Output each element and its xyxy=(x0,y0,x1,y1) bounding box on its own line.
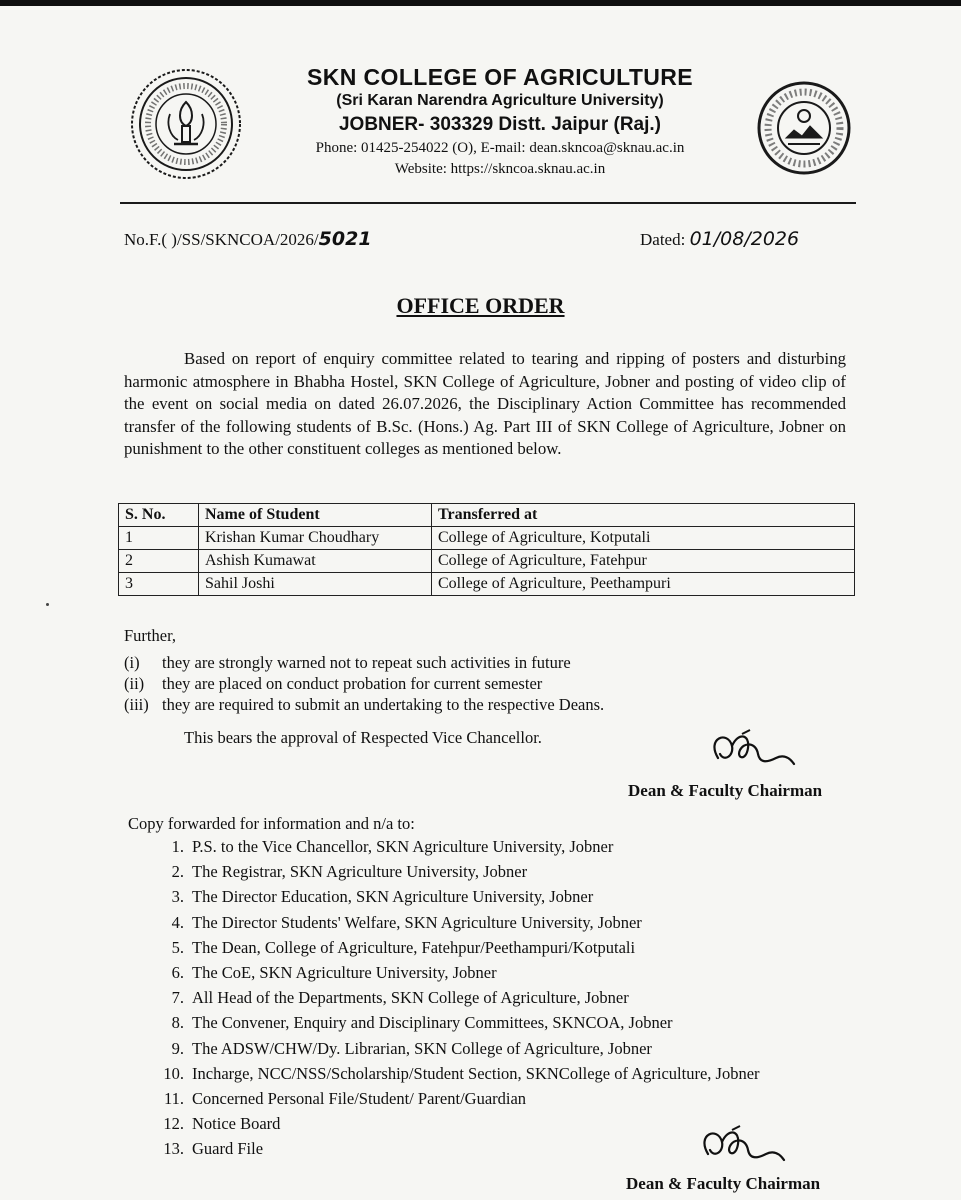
row-student-name: Krishan Kumar Choudhary xyxy=(199,527,432,550)
signature-icon xyxy=(698,728,798,776)
university-name: (Sri Karan Narendra Agriculture University) xyxy=(336,92,664,109)
header-sno: S. No. xyxy=(119,504,199,527)
further-label: Further, xyxy=(124,626,177,645)
college-address: JOBNER- 303329 Distt. Jaipur (Raj.) xyxy=(338,114,662,135)
university-emblem-icon xyxy=(126,64,246,184)
copy-forwarded-intro: Copy forwarded for information and n/a to: xyxy=(128,814,415,833)
list-item: 9. The ADSW/CHW/Dy. Librarian, SKN College of Agriculture, Jobner xyxy=(171,1038,652,1058)
condition-number: (ii) xyxy=(124,674,145,693)
row-transferred-at: College of Agriculture, Fatehpur xyxy=(432,550,855,573)
scan-speck xyxy=(46,603,49,606)
table-header-row xyxy=(119,504,855,527)
list-item: 5. The Dean, College of Agriculture, Fatehpur/Peethampuri/Kotputali xyxy=(171,937,636,957)
list-item: 3. The Director Education, SKN Agriculture University, Jobner xyxy=(171,887,594,907)
college-name: SKN COLLEGE OF AGRICULTURE xyxy=(306,64,694,90)
list-item: 10. Incharge, NCC/NSS/Scholarship/Student Section, SKNCollege of Agriculture, Jobner xyxy=(163,1063,760,1083)
header-divider xyxy=(120,202,856,204)
condition-item xyxy=(124,653,571,673)
signatory-title: Dean & Faculty Chairman xyxy=(628,781,823,800)
header-student-name: Name of Student xyxy=(199,504,432,527)
website-info: Website: https://skncoa.sknau.ac.in xyxy=(394,161,606,177)
condition-item xyxy=(124,674,542,694)
table-row xyxy=(119,573,855,596)
list-item: 13. Guard File xyxy=(163,1139,264,1159)
copy-list xyxy=(148,837,760,1164)
list-item: 7. All Head of the Departments, SKN College of Agriculture, Jobner xyxy=(171,988,629,1008)
row-sno: 2 xyxy=(119,550,199,573)
body-paragraph: Based on report of enquiry committee related to tearing and ripping of posters and disturbing harmonic atmosphere in Bhabha Hostel, SKN College of Agriculture, Jobner and posting of video clip of the event on social media on dated 26.07.2026, the Disciplinary Action Committee has recommended transfer of the following students of B.Sc. (Hons.) Ag. Part III of SKN College of Agriculture, Jobner on punishment to the other constituent colleges as mentioned below. xyxy=(124,349,846,459)
college-seal-icon xyxy=(756,80,852,176)
condition-number: (i) xyxy=(124,653,140,672)
condition-item xyxy=(124,695,604,715)
handwritten-reference: 5021 xyxy=(318,228,372,250)
students-table xyxy=(118,503,855,596)
condition-number: (iii) xyxy=(124,695,149,714)
document-title: OFFICE ORDER xyxy=(396,293,565,318)
row-sno: 1 xyxy=(119,527,199,550)
office-order-document xyxy=(0,6,961,1200)
row-transferred-at: College of Agriculture, Peethampuri xyxy=(432,573,855,596)
list-item: 2. The Registrar, SKN Agriculture University, Jobner xyxy=(171,862,528,882)
row-transferred-at: College of Agriculture, Kotputali xyxy=(432,527,855,550)
list-item: 11. Concerned Personal File/Student/ Parent/Guardian xyxy=(163,1088,527,1108)
list-item: 12. Notice Board xyxy=(163,1114,281,1134)
header-transferred-at: Transferred at xyxy=(432,504,855,527)
table-row xyxy=(119,527,855,550)
table-row xyxy=(119,550,855,573)
condition-text: they are strongly warned not to repeat such activities in future xyxy=(162,653,571,672)
row-student-name: Ashish Kumawat xyxy=(199,550,432,573)
condition-text: they are required to submit an undertaking to the respective Deans. xyxy=(162,695,605,714)
signatory-title: Dean & Faculty Chairman xyxy=(626,1174,821,1193)
approval-note: This bears the approval of Respected Vice Chancellor. xyxy=(184,728,542,747)
list-item: 6. The CoE, SKN Agriculture University, Jobner xyxy=(171,962,497,982)
date-label: Dated: xyxy=(640,230,690,249)
list-item: 1. P.S. to the Vice Chancellor, SKN Agriculture University, Jobner xyxy=(171,837,614,856)
list-item: 8. The Convener, Enquiry and Disciplinary Committees, SKNCOA, Jobner xyxy=(171,1013,673,1033)
reference-prefix: No.F.( )/SS/SKNCOA/2026/ xyxy=(124,230,319,249)
contact-info: Phone: 01425-254022 (O), E-mail: dean.skncoa@sknau.ac.in xyxy=(315,140,685,156)
list-item: 4. The Director Students' Welfare, SKN Agriculture University, Jobner xyxy=(171,912,642,932)
row-sno: 3 xyxy=(119,573,199,596)
handwritten-date: 01/08/2026 xyxy=(689,228,800,250)
row-student-name: Sahil Joshi xyxy=(199,573,432,596)
condition-text: they are placed on conduct probation for current semester xyxy=(162,674,543,693)
signature-icon xyxy=(688,1124,788,1172)
reference-number xyxy=(124,228,372,250)
order-date xyxy=(640,228,799,250)
